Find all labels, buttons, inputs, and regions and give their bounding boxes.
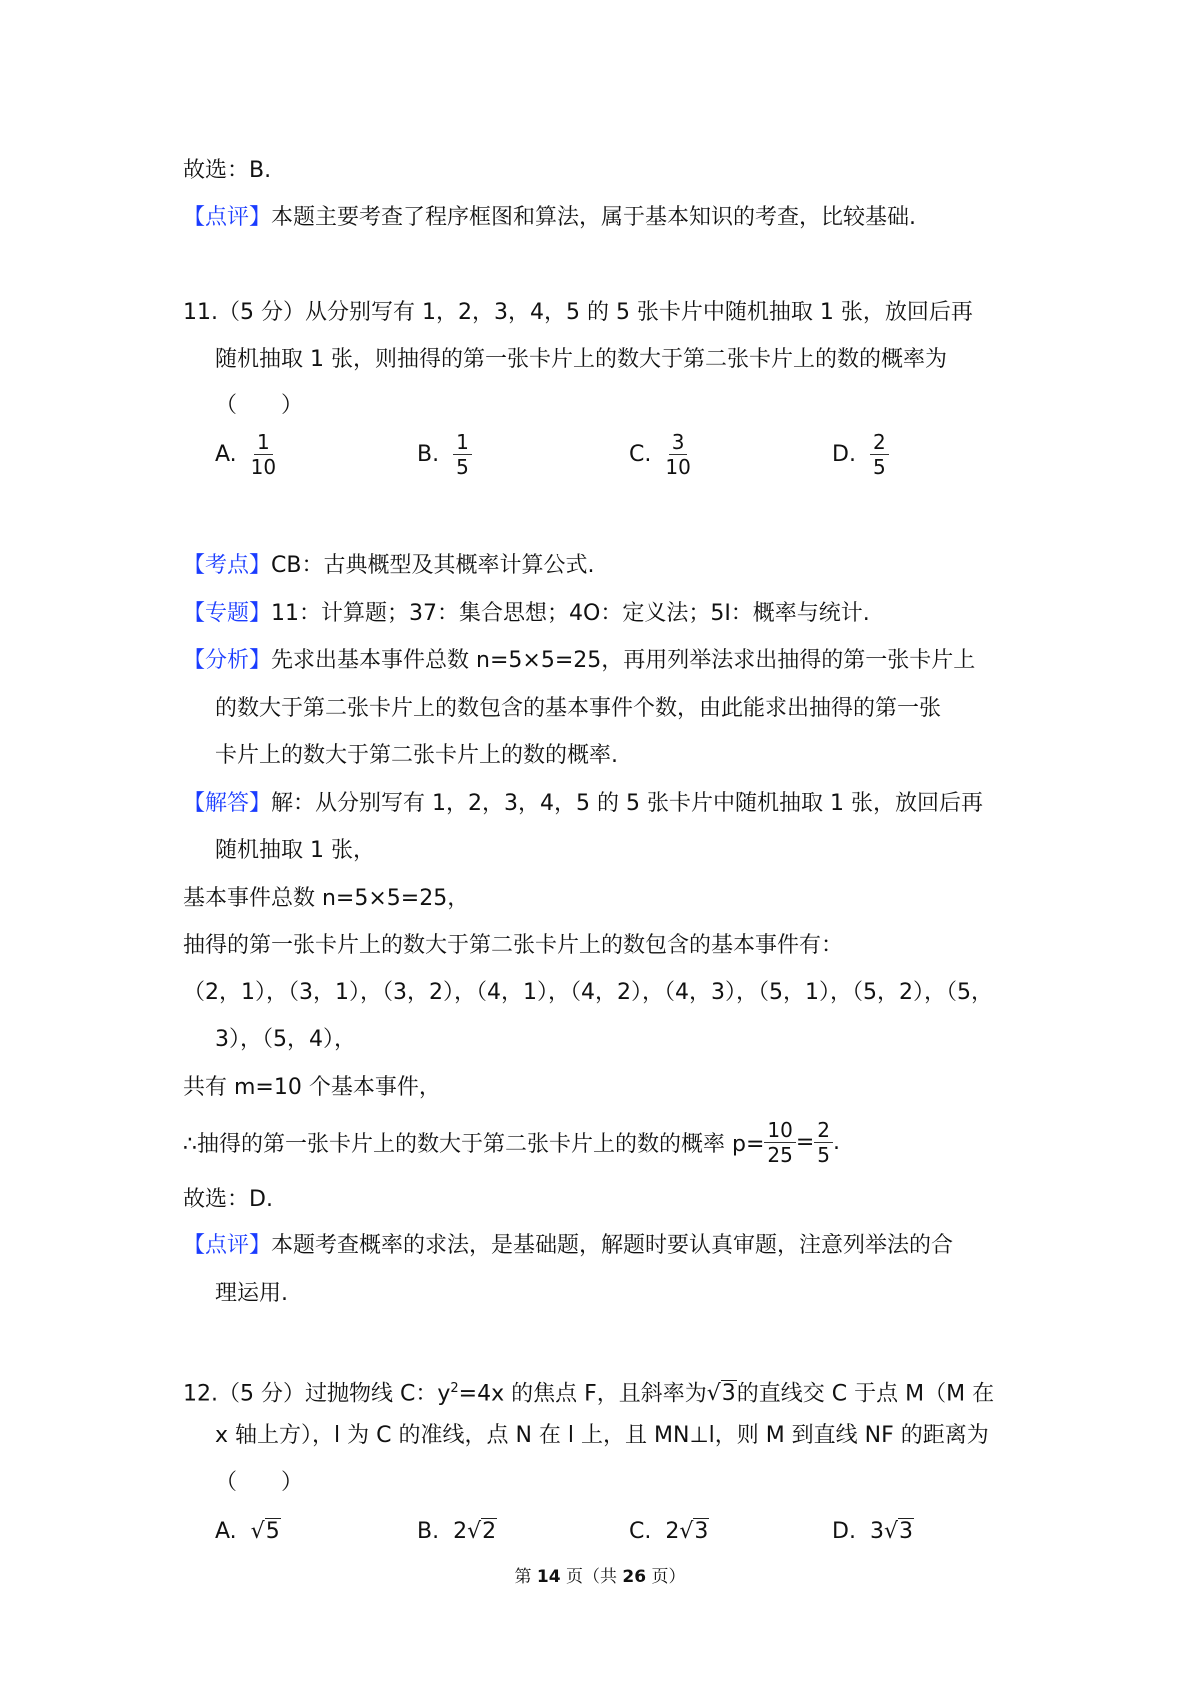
text: 12.（5 分）过抛物线 C：y (183, 1381, 451, 1407)
kaodian-text: CB：古典概型及其概率计算公式. (271, 553, 595, 578)
option-label: C. (629, 1519, 652, 1544)
text: 的直线交 C 于点 M（M 在 (736, 1381, 995, 1407)
denominator: 25 (767, 1143, 793, 1167)
radicand: 2 (482, 1519, 497, 1544)
q12-option-c (629, 1517, 709, 1547)
solution-step: 共有 m=10 个基本事件， (183, 1075, 441, 1100)
sqrt: 2√3 (665, 1519, 709, 1544)
q12-line1 (183, 1374, 994, 1409)
footer-text: 第 (514, 1567, 537, 1587)
q12-line2: x 轴上方），l 为 C 的准线，点 N 在 l 上，且 MN⊥l，则 M 到直线 NF 的距离为 (215, 1423, 989, 1448)
q11-answer: 故选：D. (183, 1187, 273, 1212)
option-label: B. (417, 1519, 440, 1544)
tag-jieda: 【解答】 (183, 791, 272, 816)
q11-line1: 11.（5 分）从分别写有 1，2，3，4，5 的 5 张卡片中随机抽取 1 张，放回后再 (183, 300, 973, 325)
q11-option-a (215, 430, 276, 479)
tag-dianping: 【点评】 (183, 205, 272, 230)
numerator: 10 (764, 1118, 795, 1143)
q11-option-b (417, 430, 472, 479)
coef: 3 (869, 1519, 884, 1544)
option-label: A. (215, 1519, 237, 1544)
numerator: 1 (453, 430, 472, 455)
fraction (764, 1118, 795, 1167)
q11-line2: 随机抽取 1 张，则抽得的第一张卡片上的数大于第二张卡片上的数的概率为 (215, 347, 947, 372)
radicand: 3 (694, 1519, 709, 1544)
numerator: 2 (870, 430, 889, 455)
denominator: 10 (250, 455, 277, 479)
denominator: 5 (872, 455, 886, 479)
coef: 2 (665, 1519, 680, 1544)
jieda-line2: 随机抽取 1 张， (215, 838, 375, 863)
solution-step: （2，1），（3，1），（3，2），（4，1），（4，2），（4，3），（5，1），（5，2），（5， (183, 980, 993, 1005)
page-number: 14 (536, 1567, 561, 1587)
footer-text: 页（共 (560, 1567, 623, 1587)
fraction (870, 430, 889, 479)
fraction (453, 430, 472, 479)
numerator: 3 (669, 430, 688, 455)
fraction (665, 430, 690, 479)
radicand: 5 (265, 1519, 280, 1544)
kaodian (183, 551, 594, 581)
tag-kaodian: 【考点】 (183, 553, 272, 578)
q12-option-a (215, 1517, 281, 1547)
solution-step: 抽得的第一张卡片上的数大于第二张卡片上的数包含的基本事件有： (183, 933, 844, 958)
total-pages: 26 (622, 1567, 647, 1587)
fenxi (183, 646, 975, 676)
option-label: D. (832, 1519, 856, 1544)
dianping-text: 本题考查概率的求法，是基础题，解题时要认真审题，注意列举法的合 (271, 1233, 954, 1258)
prev-answer: 故选：B. (183, 158, 272, 183)
denominator: 5 (817, 1143, 831, 1167)
dianping (183, 1231, 953, 1261)
fenxi-text: 先求出基本事件总数 n=5×5=25，再用列举法求出抽得的第一张卡片上 (271, 648, 976, 673)
denominator: 10 (665, 455, 691, 479)
solution-probability (183, 1118, 840, 1167)
equals: = (795, 1130, 815, 1155)
q12-option-b (417, 1517, 497, 1547)
option-label: D. (832, 441, 856, 467)
tag-zhuanti: 【专题】 (183, 601, 272, 626)
dianping-line2: 理运用. (215, 1281, 288, 1306)
text: =4x 的焦点 F，且斜率为 (458, 1381, 707, 1407)
superscript: 2 (450, 1381, 459, 1396)
fraction (814, 1118, 833, 1167)
solution-step: 基本事件总数 n=5×5=25， (183, 886, 470, 911)
q12-option-d (832, 1517, 914, 1547)
sqrt: 2√2 (453, 1519, 497, 1544)
q11-option-d (832, 430, 889, 479)
option-label: B. (417, 441, 440, 467)
tag-dianping: 【点评】 (183, 1233, 272, 1258)
zhuanti (183, 599, 870, 629)
sqrt: √5 (250, 1519, 280, 1544)
fenxi-line3: 卡片上的数大于第二张卡片上的数的概率. (215, 743, 618, 768)
sqrt: √3 (706, 1381, 736, 1407)
jieda (183, 789, 983, 819)
numerator: 2 (814, 1118, 833, 1143)
prev-comment (183, 203, 916, 233)
denominator: 5 (456, 455, 469, 479)
prob-text: ∴抽得的第一张卡片上的数大于第二张卡片上的数的概率 p= (183, 1132, 765, 1157)
jieda-text: 解：从分别写有 1，2，3，4，5 的 5 张卡片中随机抽取 1 张，放回后再 (271, 791, 983, 816)
page-footer (0, 1562, 1200, 1587)
fenxi-line2: 的数大于第二张卡片上的数包含的基本事件个数，由此能求出抽得的第一张 (215, 696, 942, 721)
tag-fenxi: 【分析】 (183, 648, 272, 673)
zhuanti-text: 11：计算题；37：集合思想；4O：定义法；5I：概率与统计. (271, 601, 870, 626)
q12-paren: （ ） (215, 1470, 304, 1495)
radicand: 3 (898, 1519, 913, 1544)
option-label: A. (215, 441, 237, 467)
radicand: 3 (721, 1381, 736, 1407)
period: . (833, 1130, 841, 1155)
numerator: 1 (254, 430, 273, 455)
q11-option-c (629, 430, 691, 479)
option-label: C. (629, 441, 652, 467)
solution-step: 3），（5，4）， (215, 1027, 356, 1052)
comment-text: 本题主要考查了程序框图和算法，属于基本知识的考查，比较基础. (271, 205, 917, 230)
fraction (251, 430, 276, 479)
coef: 2 (453, 1519, 468, 1544)
sqrt: 3√3 (869, 1519, 913, 1544)
footer-text: 页） (646, 1567, 686, 1587)
q11-paren: （ ） (215, 393, 304, 418)
